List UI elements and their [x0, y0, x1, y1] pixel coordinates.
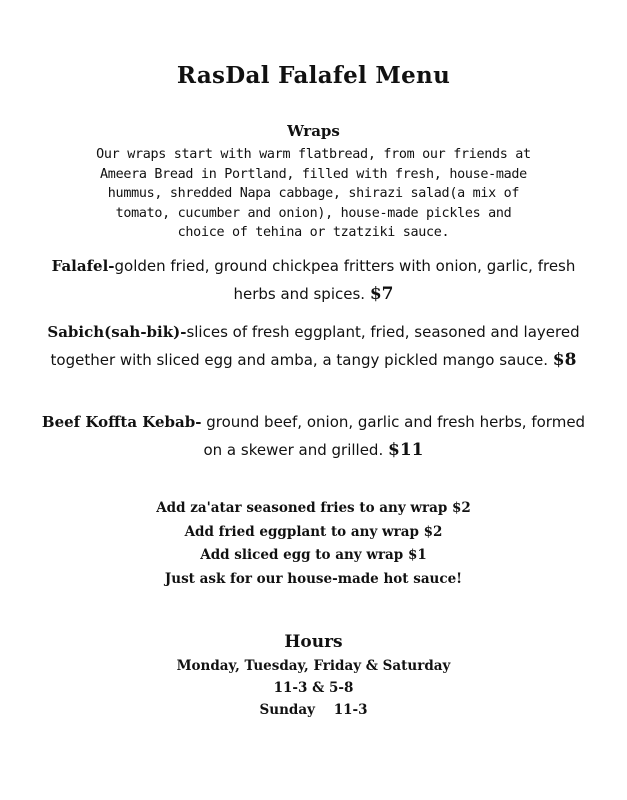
addon-line: Just ask for our house-made hot sauce! [164, 570, 463, 587]
addon-line: Add sliced egg to any wrap $1 [200, 547, 427, 563]
menu-item-sabich [40, 318, 587, 374]
hours-line: Sunday 11-3 [259, 702, 368, 718]
menu-item-falafel [40, 252, 587, 308]
item-description: golden fried, ground chickpea fritters with onion, garlic, fresh herbs and spices. [114, 257, 576, 303]
wraps-intro-line: Ameera Bread in Portland, filled with fresh, house-made [100, 166, 527, 182]
wraps-heading: Wraps [287, 122, 340, 140]
hours-list [0, 655, 627, 721]
item-price: $8 [552, 350, 577, 370]
wraps-intro-line: hummus, shredded Napa cabbage, shirazi salad(a mix of [107, 186, 520, 201]
hours-heading: Hours [284, 632, 343, 652]
item-price: $7 [369, 284, 394, 304]
hours-line: Monday, Tuesday, Friday & Saturday [176, 658, 451, 674]
addons-list [0, 497, 627, 591]
menu-title: RasDal Falafel Menu [176, 62, 451, 89]
item-name: Beef Koffta Kebab- [41, 413, 202, 431]
addon-line: Add za'atar seasoned fries to any wrap $2 [156, 500, 471, 516]
addon-line: Add fried eggplant to any wrap $2 [184, 523, 443, 540]
wraps-intro-line: tomato, cucumber and onion), house-made pickles and [115, 205, 512, 221]
menu-item-beef-koffta-kebab [40, 408, 587, 464]
wraps-intro-line: Our wraps start with warm flatbread, from our friends at [96, 147, 531, 162]
item-name: Falafel- [51, 257, 115, 275]
item-description: ground beef, onion, garlic and fresh herbs, formed on a skewer and grilled. [201, 413, 586, 459]
item-name: Sabich(sah-bik)- [47, 323, 187, 341]
item-price: $11 [388, 440, 424, 460]
wraps-intro [70, 145, 557, 243]
wraps-intro-line: choice of tehina or tzatziki sauce. [177, 225, 450, 240]
hours-line: 11-3 & 5-8 [273, 680, 354, 696]
item-description: slices of fresh eggplant, fried, seasoned and layered together with sliced egg and amba, a tangy pickled mango sauce. [50, 323, 580, 369]
